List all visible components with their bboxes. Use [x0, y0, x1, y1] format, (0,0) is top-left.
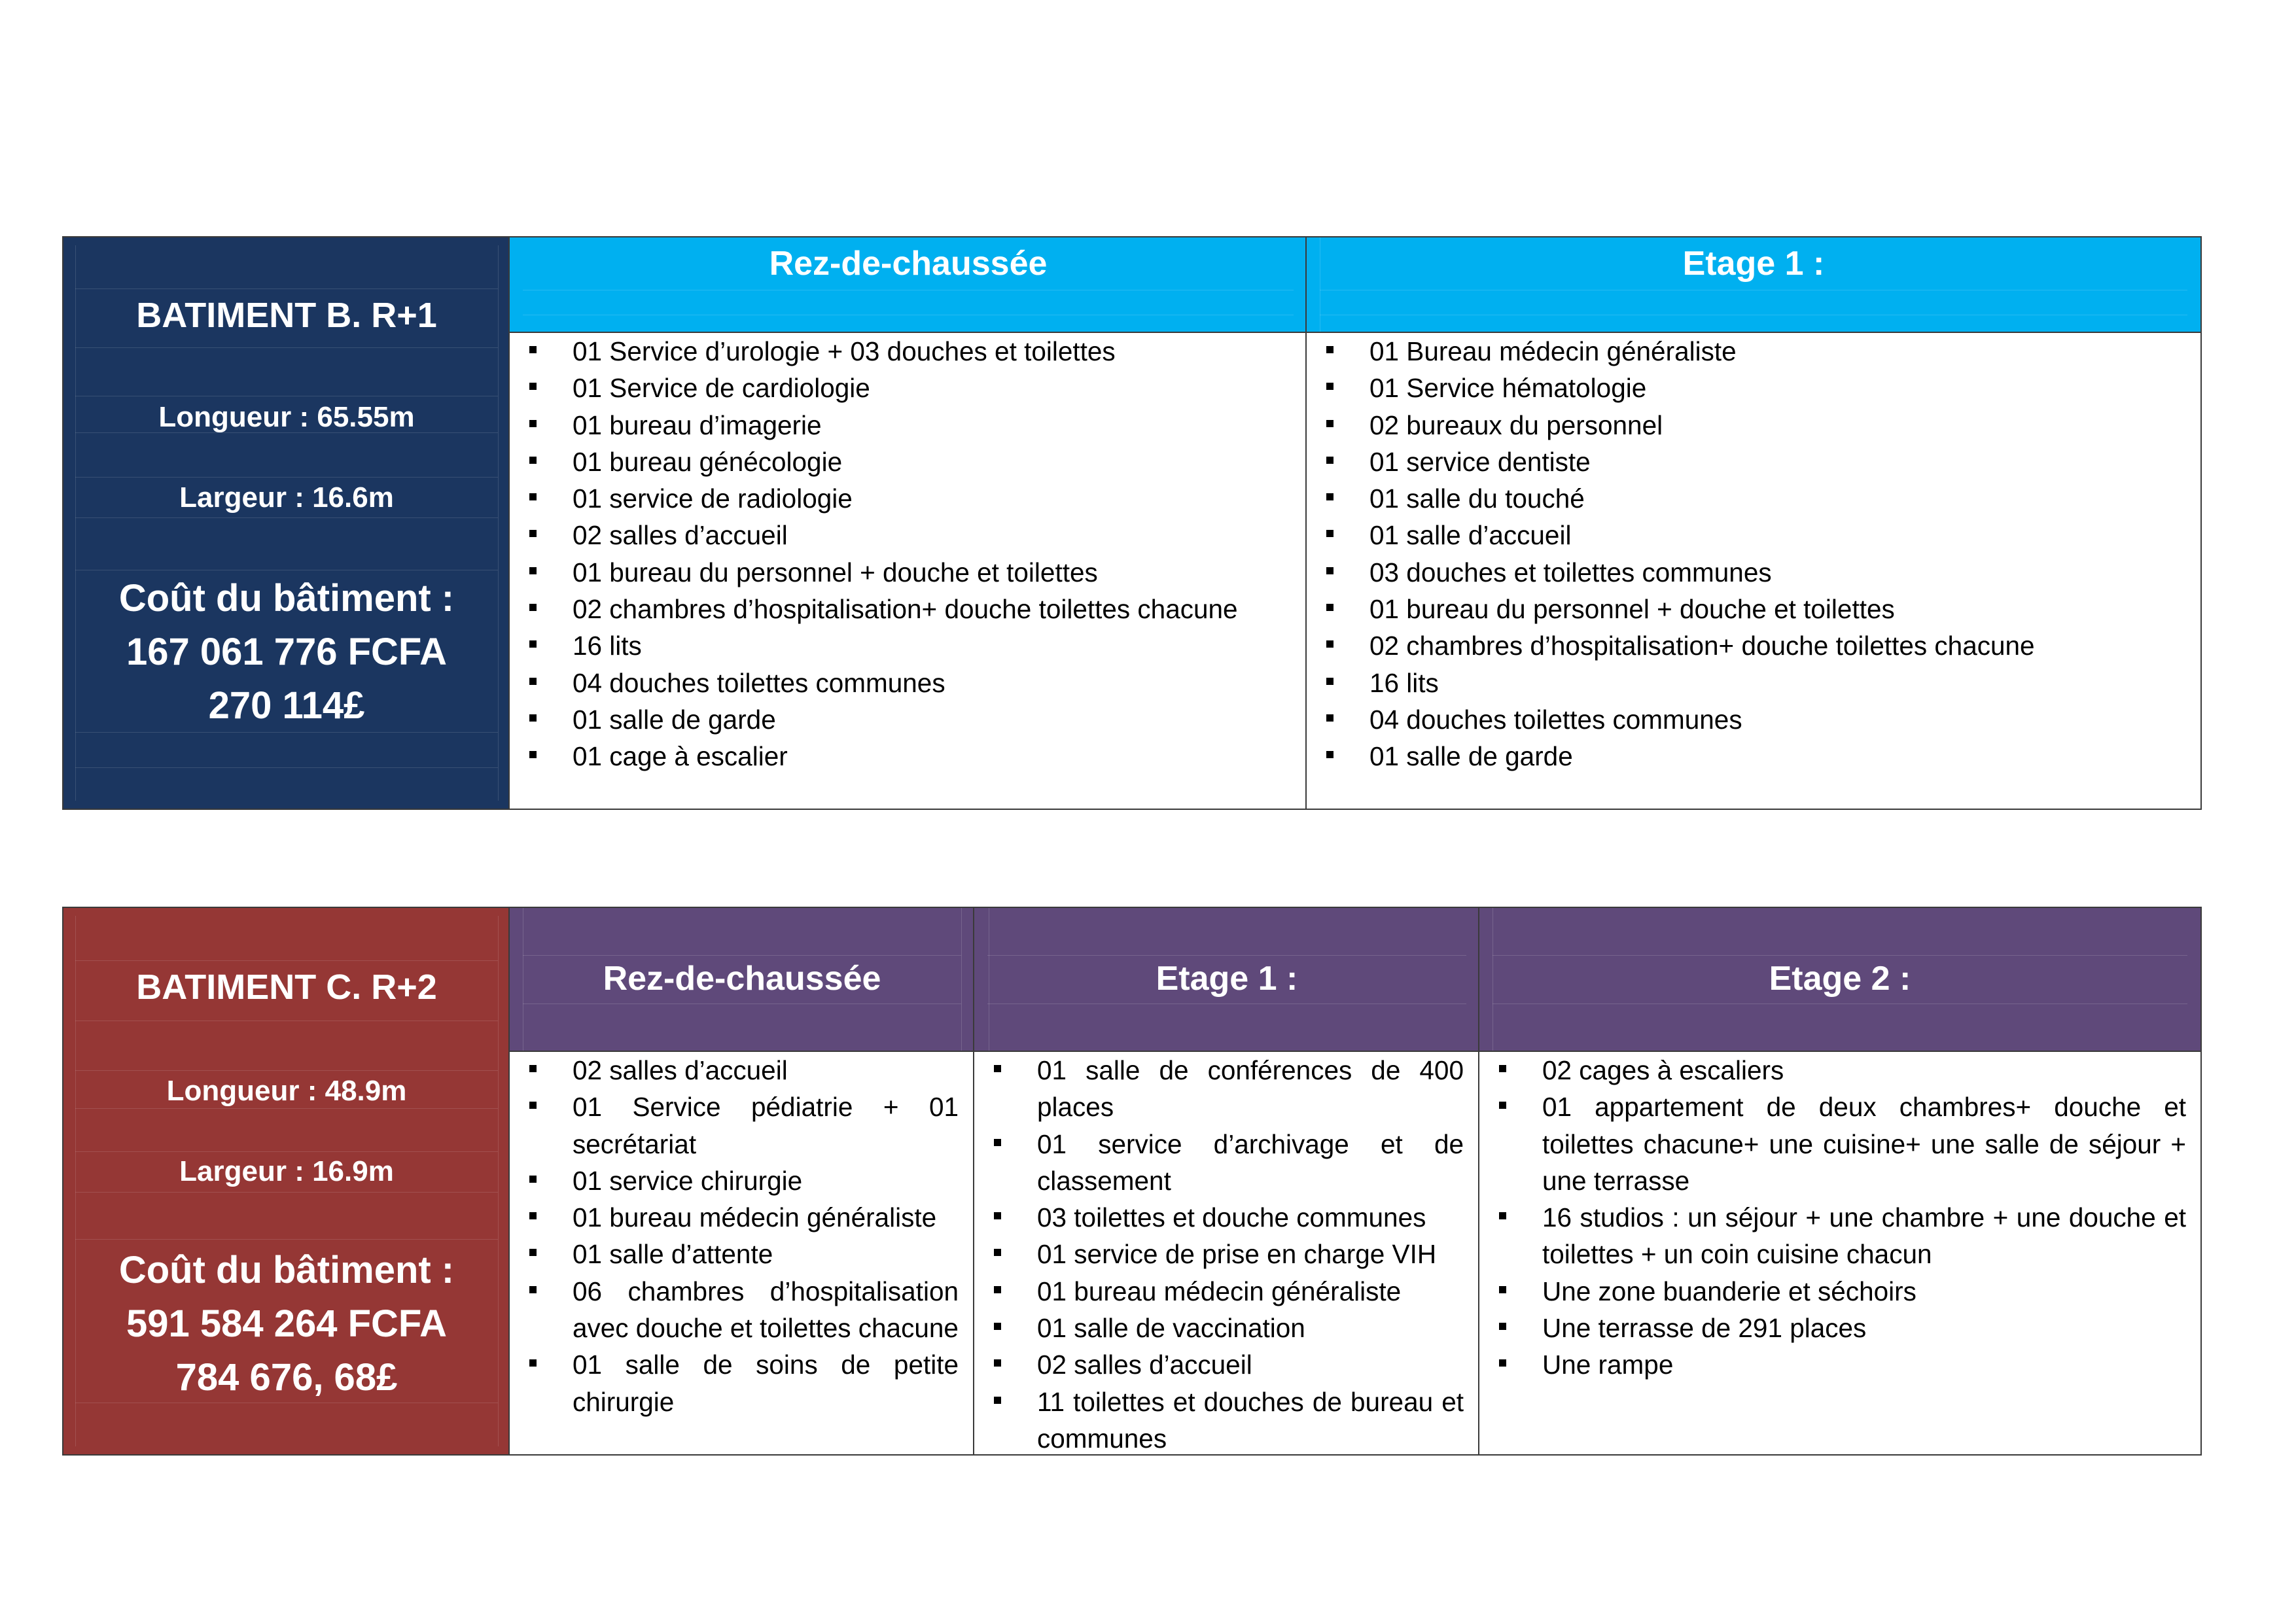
list-item: 01 bureau d’imagerie — [510, 407, 1305, 444]
list-item: 01 service d’archivage et de classement — [974, 1126, 1464, 1200]
building-c-cost-gbp: 784 676, 68£ — [175, 1356, 398, 1399]
list-item: 16 lits — [1307, 665, 2200, 701]
building-b-cost-label: Coût du bâtiment : — [118, 577, 455, 620]
list-item: 01 salle de soins de petite chirurgie — [510, 1346, 959, 1420]
list-item: 02 salles d’accueil — [510, 517, 1305, 553]
list-item: 01 salle de garde — [510, 701, 1305, 738]
list-item: 01 service de prise en charge VIH — [974, 1236, 1464, 1272]
list-item: 01 salle d’accueil — [1307, 517, 2200, 553]
list-item: 02 salles d’accueil — [510, 1052, 959, 1089]
list-item: Une terrasse de 291 places — [1479, 1310, 2186, 1346]
building-b-cost-fcfa: 167 061 776 FCFA — [126, 631, 448, 673]
list-item: 01 service de radiologie — [510, 480, 1305, 517]
building-c-rez-column — [510, 1052, 973, 1454]
building-c-largeur: Largeur : 16.9m — [179, 1155, 394, 1187]
building-b-header-rez-label: Rez-de-chaussée — [769, 245, 1048, 283]
list-item: 01 salle du touché — [1307, 480, 2200, 517]
list-item: 01 appartement de deux chambres+ douche et toilettes chacune+ une cuisine+ une salle de séjour + une terrasse — [1479, 1089, 2186, 1199]
building-b-largeur: Largeur : 16.6m — [179, 481, 394, 514]
list-item: 03 toilettes et douche communes — [974, 1199, 1464, 1236]
building-b-longueur: Longueur : 65.55m — [158, 401, 415, 433]
list-item: 02 salles d’accueil — [974, 1346, 1464, 1383]
building-c-cost-label: Coût du bâtiment : — [118, 1249, 455, 1291]
building-b-etage1-list — [1307, 333, 2200, 775]
list-item: 16 studios : un séjour + une chambre + une douche et toilettes + un coin cuisine chacun — [1479, 1199, 2186, 1273]
list-item: 01 bureau médecin généraliste — [974, 1273, 1464, 1310]
list-item: 06 chambres d’hospitalisation avec douche et toilettes chacune — [510, 1273, 959, 1347]
building-c-header-etage1-label: Etage 1 : — [1156, 960, 1298, 998]
building-b-table — [62, 236, 2202, 810]
list-item: 01 salle d’attente — [510, 1236, 959, 1272]
building-c-etage2-list — [1479, 1052, 2186, 1384]
building-c-header-rez-label: Rez-de-chaussée — [603, 960, 881, 998]
list-item: 02 cages à escaliers — [1479, 1052, 2186, 1089]
list-item: 01 bureau du personnel + douche et toilettes — [510, 554, 1305, 591]
list-item: 04 douches toilettes communes — [1307, 701, 2200, 738]
building-b-header-etage1-label: Etage 1 : — [1682, 245, 1825, 283]
building-b-summary — [63, 237, 510, 809]
building-c-rez-list — [510, 1052, 959, 1420]
building-c-header-etage2-label: Etage 2 : — [1769, 960, 1911, 998]
list-item: 01 salle de vaccination — [974, 1310, 1464, 1346]
list-item: 01 bureau du personnel + douche et toilettes — [1307, 591, 2200, 627]
building-c-etage1-column — [974, 1052, 1478, 1454]
list-item: 11 toilettes et douches de bureau et communes — [974, 1384, 1464, 1457]
list-item: 01 cage à escalier — [510, 738, 1305, 775]
building-b-etage1-column — [1307, 333, 2200, 809]
list-item: 01 Service hématologie — [1307, 370, 2200, 406]
list-item: 02 chambres d’hospitalisation+ douche toilettes chacune — [510, 591, 1305, 627]
list-item: 01 service dentiste — [1307, 444, 2200, 480]
building-b-rez-column — [510, 333, 1305, 809]
list-item: Une zone buanderie et séchoirs — [1479, 1273, 2186, 1310]
building-c-longueur: Longueur : 48.9m — [166, 1075, 407, 1107]
building-b-header-rez — [510, 237, 1307, 332]
building-c-etage1-list — [974, 1052, 1464, 1457]
list-item: 01 bureau médecin généraliste — [510, 1199, 959, 1236]
building-c-table — [62, 907, 2202, 1456]
list-item: 01 Service d’urologie + 03 douches et toilettes — [510, 333, 1305, 370]
list-item: 01 service chirurgie — [510, 1162, 959, 1199]
list-item: 01 salle de garde — [1307, 738, 2200, 775]
list-item: 01 Bureau médecin généraliste — [1307, 333, 2200, 370]
list-item: 01 Service de cardiologie — [510, 370, 1305, 406]
building-b-cost-gbp: 270 114£ — [208, 684, 365, 727]
list-item: 02 bureaux du personnel — [1307, 407, 2200, 444]
building-c-header-etage1 — [974, 908, 1479, 1051]
list-item: Une rampe — [1479, 1346, 2186, 1383]
list-item: 03 douches et toilettes communes — [1307, 554, 2200, 591]
building-c-header-rez — [510, 908, 974, 1051]
list-item: 01 salle de conférences de 400 places — [974, 1052, 1464, 1126]
list-item: 01 Service pédiatrie + 01 secrétariat — [510, 1089, 959, 1162]
list-item: 16 lits — [510, 627, 1305, 664]
building-b-rez-list — [510, 333, 1305, 775]
list-item: 04 douches toilettes communes — [510, 665, 1305, 701]
list-item: 01 bureau génécologie — [510, 444, 1305, 480]
building-c-etage2-column — [1479, 1052, 2200, 1454]
building-b-header-etage1 — [1307, 237, 2200, 332]
building-c-header-etage2 — [1479, 908, 2200, 1051]
building-c-summary — [63, 908, 510, 1454]
building-c-title: BATIMENT C. R+2 — [136, 968, 437, 1007]
building-c-cost-fcfa: 591 584 264 FCFA — [126, 1302, 448, 1345]
list-item: 02 chambres d’hospitalisation+ douche toilettes chacune — [1307, 627, 2200, 664]
building-b-title: BATIMENT B. R+1 — [136, 296, 437, 335]
